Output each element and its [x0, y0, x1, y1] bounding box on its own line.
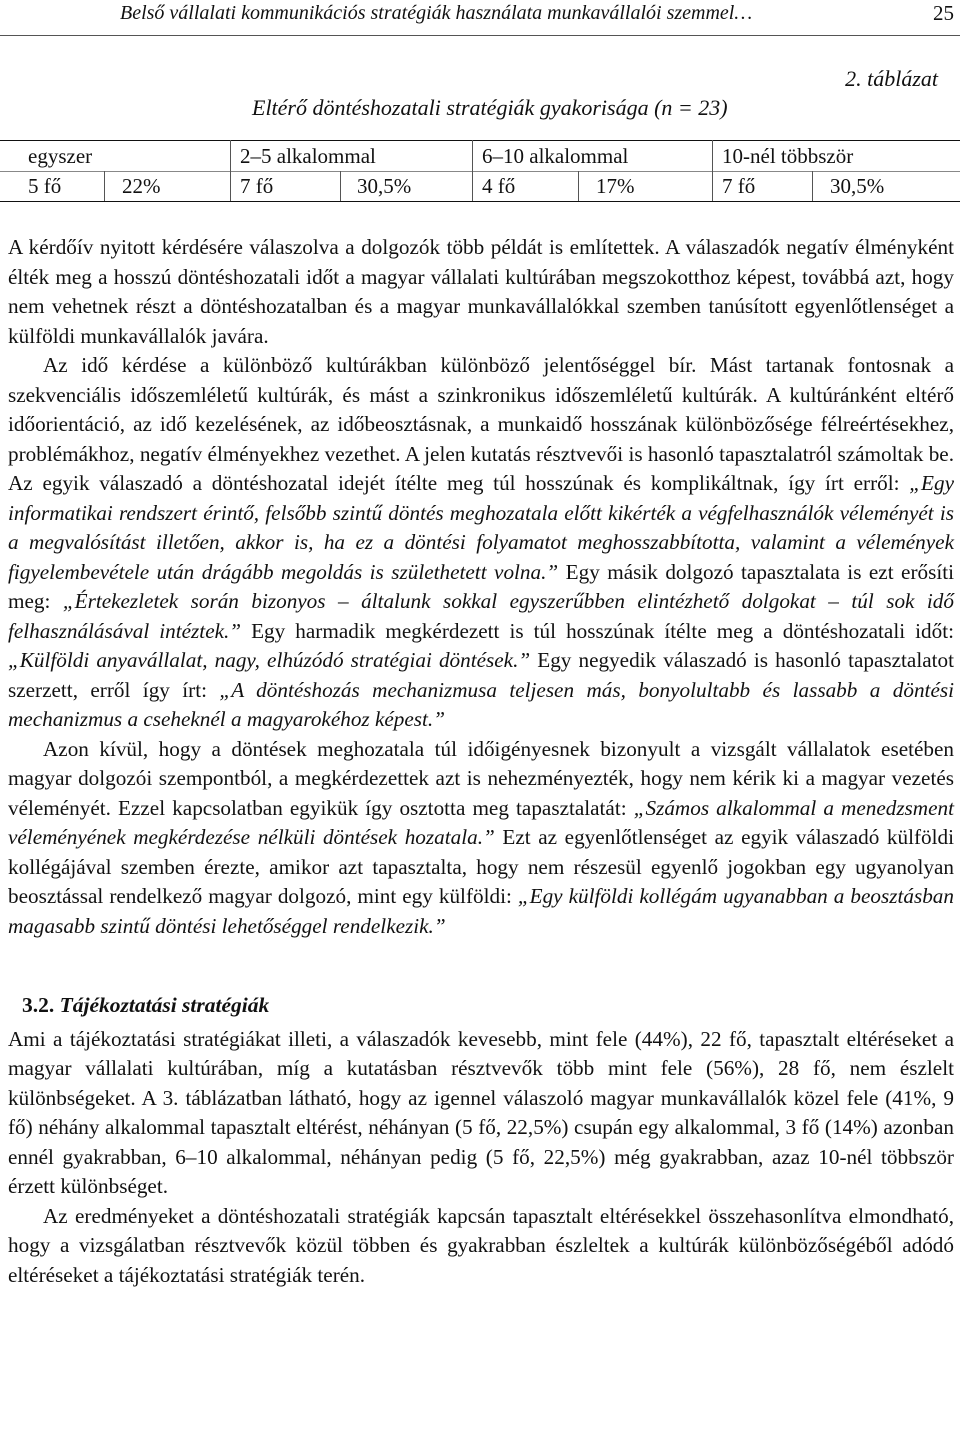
running-header — [0, 0, 960, 36]
table-divider — [230, 140, 231, 201]
quotation: „Egy informatikai rendszert érintő, felsőbb szintű döntés meghozatala előtt kikérték a végfelhasználók véleményét is a megvalósítást illetően, akkor is, ha ez a döntési folyamatot meghosszabbította, valamint a vélemények figyelembevétele után drágább megoldás is születhetett volna.” — [8, 471, 954, 584]
table-divider — [578, 171, 579, 201]
paragraph — [8, 735, 954, 942]
running-header-title: Belső vállalati kommunikációs stratégiák használata munkavállalói szemmel… — [120, 2, 753, 24]
table-cell: 30,5% — [830, 174, 885, 198]
paragraph: A kérdőív nyitott kérdésére válaszolva a dolgozók több példát is említettek. A válaszadók negatív élményként élték meg a hosszú döntéshozatali időt a magyar vállalati kultúrában megszokotthoz képest, továbbá azt, hogy nem vehetnek részt a döntéshozatalban és a magyar munkavállalókkal szemben tanúsított egyenlőtlenséget a külföldi munkavállalók javára. — [8, 235, 954, 348]
table-divider — [472, 140, 473, 201]
table-cell: 4 fő — [482, 174, 516, 198]
section-title: Tájékoztatási stratégiák — [59, 993, 270, 1017]
table-cell: 17% — [596, 174, 635, 198]
table-header-cell: egyszer — [28, 144, 93, 168]
table-cell: 22% — [122, 174, 161, 198]
section-heading — [22, 991, 954, 1021]
quotation: „Külföldi anyavállalat, nagy, elhúzódó stratégiai döntések.” — [8, 648, 531, 672]
page-number: 25 — [933, 1, 954, 25]
table-header-cell: 10-nél többször — [722, 144, 854, 168]
table-title: Eltérő döntéshozatali stratégiák gyakorisága (n = 23) — [252, 95, 728, 120]
table-header-cell: 2–5 alkalommal — [240, 144, 376, 168]
paragraph-text: Egy másik dolgozó tapasztalata is ezt erősíti meg: — [8, 559, 955, 613]
table-top-rule — [0, 140, 960, 141]
paragraph-text: Egy harmadik megkérdezett is túl hosszúnak ítélte meg a döntéshozatali időt: — [241, 618, 954, 643]
quotation: „Egy külföldi kollégám ugyanabban a beosztásban magasabb szintű döntési lehetőséggel rendelkezik.” — [8, 884, 954, 938]
paragraph-text: Azon kívül, hogy a döntések meghozatala túl időigényesnek bizonyult a vizsgált vállalatok esetében magyar dolgozói szempontból, a megkérdezettek azt is nehezményezték, hogy nem kérik ki a magyar vezetés véleményét. Ezzel kapcsolatban egyikük így osztotta meg tapasztalatát: — [8, 736, 954, 820]
quotation: „Számos alkalommal a menedzsment véleményének megkérdezése nélküli döntések hozatala.” — [8, 795, 954, 849]
body-text — [8, 233, 954, 1290]
paragraph: Az eredményeket a döntéshozatali stratégiák kapcsán tapasztalt eltérésekkel összehasonlítva elmondható, hogy a vizsgálatban résztvevők közül többen és gyakrabban észleltek a kultúrák különbözőségéből adódó eltéréseket a tájékoztatási stratégiák terén. — [8, 1203, 954, 1287]
table-cell: 7 fő — [240, 174, 274, 198]
table-number: 2. táblázat — [845, 66, 938, 91]
paragraph-text: Az idő kérdése a különböző kultúrákban különböző jelentőséggel bír. Mást tartanak fontosnak a szekvenciális időszemléletű kultúrák, és mást a szinkronikus időszemléletű kultúrák. A kultúránként eltérő időorientáció, az idő kezelésének, az időbeosztásnak, a munkaidő hosszának különbözősége félreértésekhez, problémákhoz, negatív élményekhez vezethet. A jelen kutatás résztvevői is hasonló tapasztalatról számoltak be. Az egyik válaszadó a döntéshozatal idejét ítélte meg túl hosszúnak és komplikáltnak, így írt erről: — [8, 353, 954, 495]
section-number: 3.2. — [22, 993, 55, 1017]
table-divider — [104, 171, 105, 201]
frequency-table — [0, 140, 960, 202]
table-divider — [812, 171, 813, 201]
quotation: „A döntéshozás mechanizmusa teljesen más, bonyolultabb és lassabb a döntési mechanizmus a cseheknél a magyarokéhoz képest.” — [8, 677, 954, 731]
table-bottom-rule — [0, 201, 960, 202]
table-divider — [712, 140, 713, 201]
paragraph-text: Egy negyedik válaszadó is hasonló tapasztalatot szerzett, erről így írt: — [8, 648, 954, 702]
paragraph: Ami a tájékoztatási stratégiákat illeti, a válaszadók kevesebb, mint fele (44%), 22 fő, tapasztalt eltéréseket a magyar vállalati kultúrában, míg a kutatásban résztvevők több mint fele (56%), 28 fő, nem észlelt különbségeket. A 3. táblázatban látható, hogy az igennel válaszoló magyar munkavállalók közel fele (41%, 9 fő) néhány alkalommal tapasztalt eltérést, néhányan (5 fő, 22,5%) csupán egy alkalommal, 3 fő (14%) azonban ennél gyakrabban, 6–10 alkalommal, néhányan pedig (5 fő, 22,5%) még gyakrabban, azaz 10-nél többször érzett különbséget. — [8, 1026, 954, 1198]
paragraph-text: Ezt az egyenlőtlenséget az egyik válaszadó külföldi kollégájával szemben érezte, amikor azt tapasztalta, hogy nem részesül egyenlő jogokban egy ugyanolyan beosztással rendelkező magyar dolgozó, mint egy külföldi: — [8, 825, 954, 908]
table-cell: 7 fő — [722, 174, 756, 198]
table-cell: 30,5% — [357, 174, 412, 198]
quotation: „Értekezletek során bizonyos – általunk sokkal egyszerűbben elintézhető dolgokat – túl sok idő felhasználásával intéztek.” — [8, 589, 954, 643]
paragraph — [8, 351, 954, 735]
table-header-cell: 6–10 alkalommal — [482, 144, 629, 168]
table-divider — [340, 171, 341, 201]
table-cell: 5 fő — [28, 174, 62, 198]
